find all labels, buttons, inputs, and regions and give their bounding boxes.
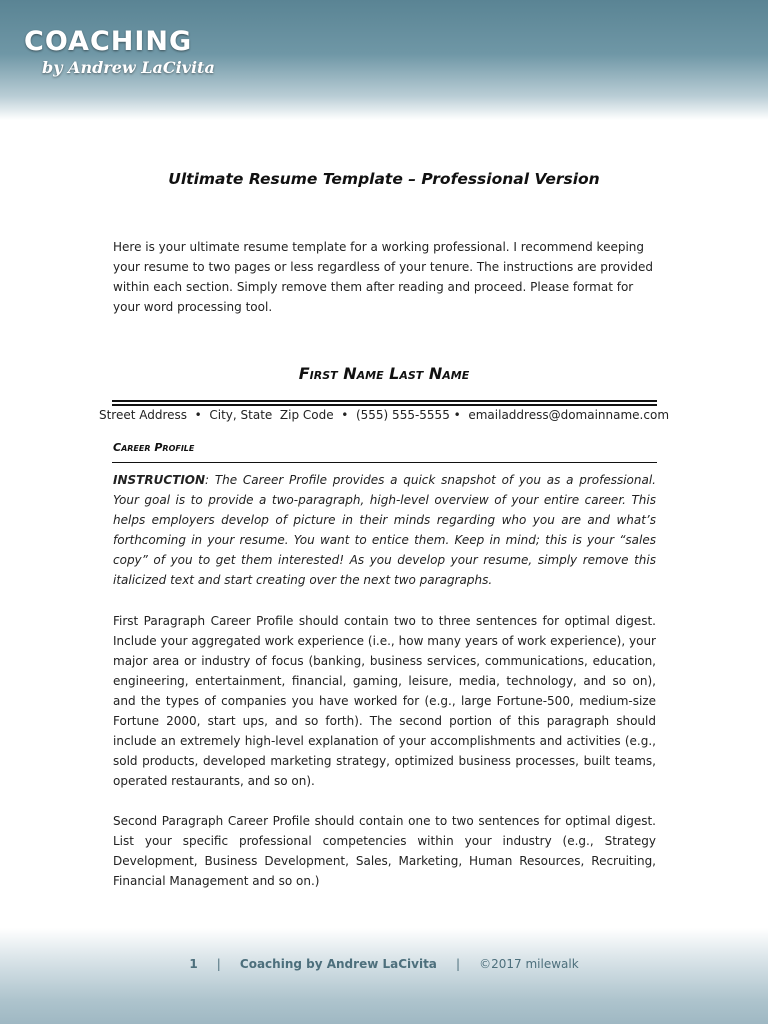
career-profile-paragraph-1: First Paragraph Career Profile should contain two to three sentences for optimal digest. Include your aggregated work experience (i.e., how many years of work experience), your major area or industry of focus (banking, business services, communications, education, engineering, entertainment, financial, gaming, leisure, media, technology, and so on), and the types of companies you have worked for (e.g., large Fortune-500, medium-size Fortune 2000, start ups, and so forth). The second portion of this paragraph should include an extremely high-level explanation of your accomplishments and activities (e.g., sold products, developed marketing strategy, optimized business processes, built teams, operated restaurants, and so on).: [113, 614, 656, 788]
section-divider: [112, 462, 657, 463]
resume-name: First Name Last Name: [298, 364, 470, 383]
logo-title: COACHING: [24, 26, 193, 57]
footer-band: [0, 928, 768, 1024]
footer-brand: Coaching by Andrew LaCivita: [239, 957, 437, 971]
page-number: 1: [189, 957, 198, 971]
career-profile-paragraph-2: Second Paragraph Career Profile should contain one to two sentences for optimal digest. List your specific professional competencies within your industry (e.g., Strategy Development, Business Development, Sales, Marketing, Human Resources, Recruiting, Financial Management and so on.): [113, 814, 656, 888]
footer-copyright: ©2017 milewalk: [479, 957, 579, 971]
page-footer: [0, 957, 768, 971]
footer-separator: |: [216, 957, 221, 971]
footer-separator: |: [455, 957, 461, 971]
name-divider: [112, 400, 657, 406]
instruction-paragraph: [113, 470, 656, 590]
coaching-logo: [24, 26, 215, 78]
logo-subtitle: by Andrew LaCivita: [42, 58, 215, 77]
intro-paragraph: Here is your ultimate resume template for a working professional. I recommend keeping your resume to two pages or less regardless of your tenure. The instructions are provided within each section. Simply remove them after reading and proceed. Please format for your word processing tool.: [113, 240, 653, 314]
instruction-label: INSTRUCTION: [113, 473, 206, 487]
document-title: Ultimate Resume Template – Professional Version: [168, 170, 600, 188]
section-title-career-profile: Career Profile: [113, 441, 195, 454]
contact-line: Street Address • City, State Zip Code • (555) 555-5555 • emailaddress@domainname.com: [98, 408, 670, 422]
instruction-text: : The Career Profile provides a quick snapshot of you as a professional. Your goal is to provide a two-paragraph, high-level overview of your entire career. This helps employers develop of picture in their minds regarding who you are and what’s forthcoming in your resume. You want to entice them. Keep in mind; this is your “sales copy” of you to get them interested! As you develop your resume, simply remove this italicized text and start creating over the next two paragraphs.: [113, 473, 656, 587]
